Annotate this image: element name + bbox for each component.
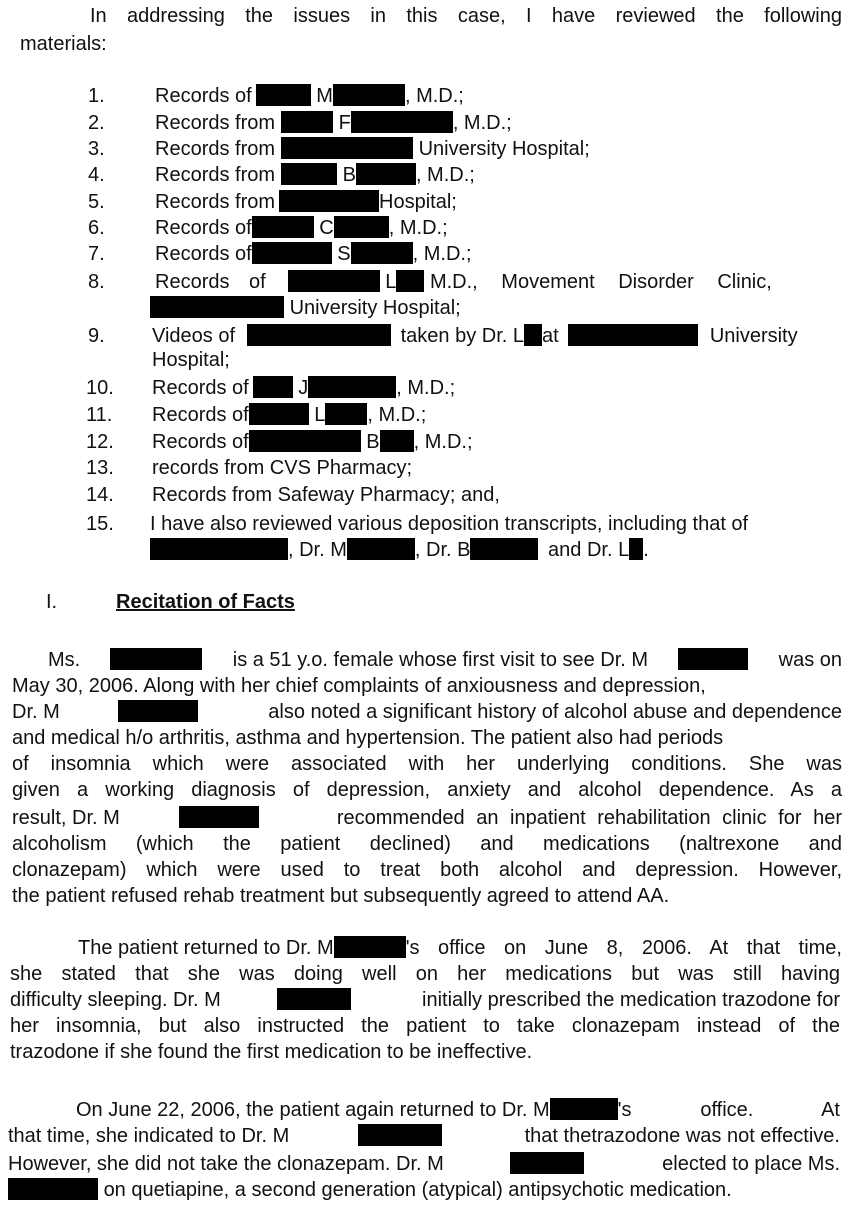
intro-line-2: materials:: [20, 33, 107, 55]
paragraph-1-line: Ms. is a 51 y.o. female whose first visit to see Dr. M was on: [48, 649, 842, 671]
item-number: 1.: [88, 85, 105, 107]
paragraph-3-line: on quetiapine, a second generation (atypical) antipsychotic medication.: [8, 1178, 732, 1202]
redaction-bar: [333, 84, 405, 106]
redaction-bar: [351, 242, 413, 264]
paragraph-3-line: However, she did not take the clonazepam. Dr. M elected to place Ms.: [8, 1153, 840, 1175]
redaction-bar: [288, 270, 380, 292]
redaction-bar: [110, 648, 202, 670]
redaction-bar: [308, 376, 396, 398]
section-number: I.: [46, 591, 58, 613]
paragraph-3-line: that time, she indicated to Dr. M that thetrazodone was not effective.: [8, 1125, 840, 1147]
redaction-bar: [118, 700, 198, 722]
list-item: Records of B , M.D.;: [152, 431, 473, 453]
item-number: 7.: [88, 243, 105, 265]
list-item: Records of C , M.D.;: [155, 217, 448, 239]
list-item: Videos of taken by Dr. L at University: [152, 325, 798, 347]
redaction-bar: [281, 111, 333, 133]
redaction-bar: [629, 538, 643, 560]
redaction-bar: [347, 538, 415, 560]
paragraph-1-line: clonazepam) which were used to treat both alcohol and depression. However,: [12, 859, 842, 881]
paragraph-1-line: May 30, 2006. Along with her chief complaints of anxiousness and depression,: [12, 675, 706, 697]
redaction-bar: [256, 84, 311, 106]
redaction-bar: [252, 242, 332, 264]
item-number: 11.: [86, 404, 113, 426]
item-number: 14.: [86, 484, 114, 506]
intro-line-1: In addressing the issues in this case, I have reviewed the following: [90, 5, 842, 27]
redaction-bar: [249, 430, 361, 452]
list-item: records from CVS Pharmacy;: [152, 457, 413, 479]
list-item: Records from F , M.D.;: [155, 112, 512, 134]
list-item: Records from Safeway Pharmacy; and,: [152, 484, 500, 506]
redaction-bar: [279, 190, 379, 212]
item-number: 5.: [88, 191, 105, 213]
redaction-bar: [247, 324, 391, 346]
redaction-bar: [678, 648, 748, 670]
redaction-bar: [396, 270, 424, 292]
paragraph-1-line: result, Dr. M recommended an inpatient rehabilitation clinic for her: [12, 807, 842, 829]
redaction-bar: [277, 988, 351, 1010]
list-item: Records from Hospital;: [155, 191, 457, 213]
item-number: 6.: [88, 217, 105, 239]
redaction-bar: [253, 376, 293, 398]
paragraph-1-line: and medical h/o arthritis, asthma and hypertension. The patient also had periods: [12, 727, 724, 749]
redaction-bar: [524, 324, 542, 346]
paragraph-2-line: trazodone if she found the first medication to be ineffective.: [10, 1041, 533, 1063]
redaction-bar: [179, 806, 259, 828]
list-item: Records of L M.D., Movement Disorder Clinic,: [155, 271, 772, 293]
redaction-bar: [281, 137, 413, 159]
redaction-bar: [470, 538, 538, 560]
redaction-bar: [150, 296, 284, 318]
paragraph-3-line: On June 22, 2006, the patient again returned to Dr. M 's office. At: [76, 1099, 840, 1121]
paragraph-1-line: given a working diagnosis of depression, anxiety and alcohol dependence. As a: [12, 779, 842, 801]
item-number: 8.: [88, 271, 105, 293]
redaction-bar: [568, 324, 698, 346]
list-item-continuation: University Hospital;: [150, 296, 461, 320]
paragraph-1-line: the patient refused rehab treatment but subsequently agreed to attend AA.: [12, 885, 670, 907]
paragraph-2-line: The patient returned to Dr. M 's office on June 8, 2006. At that time,: [78, 937, 842, 959]
paragraph-1-line: of insomnia which were associated with her underlying conditions. She was: [12, 753, 842, 775]
redaction-bar: [380, 430, 414, 452]
item-number: 2.: [88, 112, 105, 134]
redaction-bar: [358, 1124, 442, 1146]
list-item: Records of J , M.D.;: [152, 377, 456, 399]
redaction-bar: [334, 216, 389, 238]
item-number: 15.: [86, 513, 114, 535]
paragraph-2-line: her insomnia, but also instructed the patient to take clonazepam instead of the: [10, 1015, 840, 1037]
list-item: I have also reviewed various deposition transcripts, including that of: [150, 513, 749, 535]
list-item: Records from B , M.D.;: [155, 164, 475, 186]
list-item: Records of S , M.D.;: [155, 243, 472, 265]
section-title: Recitation of Facts: [116, 591, 295, 613]
item-number: 4.: [88, 164, 105, 186]
list-item-continuation: , Dr. M , Dr. B and Dr. L .: [150, 538, 649, 562]
list-item: Records of L , M.D.;: [152, 404, 427, 426]
redaction-bar: [150, 538, 288, 560]
redaction-bar: [281, 163, 337, 185]
item-number: 12.: [86, 431, 114, 453]
redaction-bar: [550, 1098, 618, 1120]
redaction-bar: [249, 403, 309, 425]
list-item-continuation: Hospital;: [152, 349, 230, 371]
item-number: 13.: [86, 457, 114, 479]
list-item: Records of M , M.D.;: [155, 85, 464, 107]
redaction-bar: [510, 1152, 584, 1174]
redaction-bar: [334, 936, 406, 958]
item-number: 9.: [88, 325, 105, 347]
item-number: 3.: [88, 138, 105, 160]
paragraph-2-line: difficulty sleeping. Dr. M initially prescribed the medication trazodone for: [10, 989, 840, 1011]
paragraph-1-line: alcoholism (which the patient declined) and medications (naltrexone and: [12, 833, 842, 855]
item-number: 10.: [86, 377, 114, 399]
redaction-bar: [325, 403, 367, 425]
redaction-bar: [8, 1178, 98, 1200]
redaction-bar: [252, 216, 314, 238]
paragraph-2-line: she stated that she was doing well on her medications but was still having: [10, 963, 840, 985]
paragraph-1-line: Dr. M also noted a significant history of alcohol abuse and dependence: [12, 701, 842, 723]
redaction-bar: [356, 163, 416, 185]
list-item: Records from University Hospital;: [155, 138, 590, 160]
redaction-bar: [351, 111, 453, 133]
